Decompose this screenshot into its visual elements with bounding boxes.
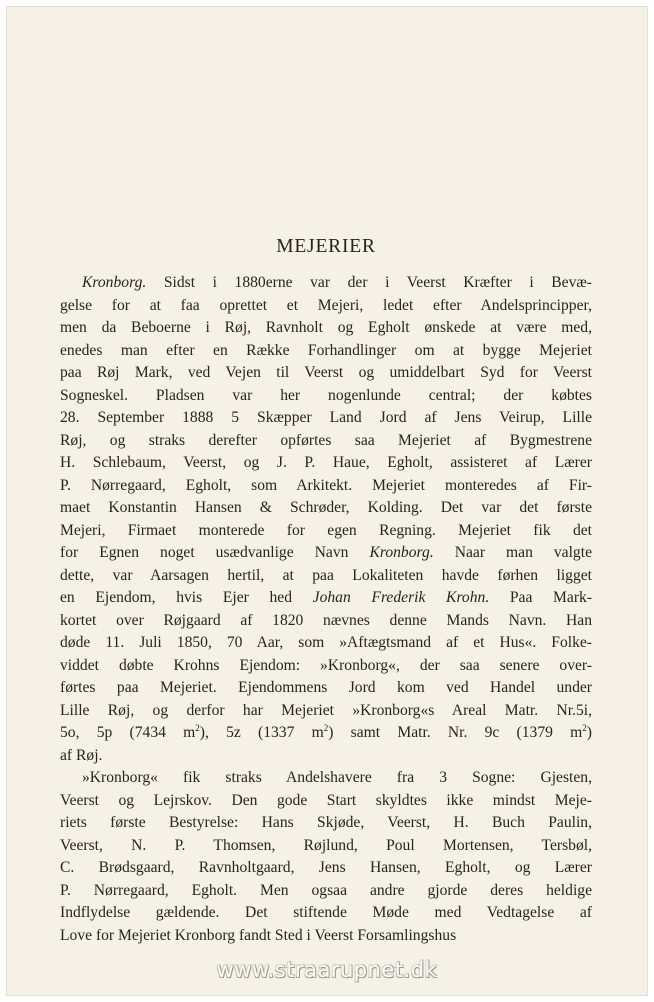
text-line xyxy=(60,632,592,655)
text-line xyxy=(60,857,592,880)
text-line xyxy=(60,475,592,498)
text-line xyxy=(60,407,592,430)
text-line xyxy=(60,745,592,768)
text-segment: 28. September 1888 5 Skæpper Land Jord af Jens Veirup, Lille xyxy=(60,409,592,426)
superscript: 2 xyxy=(195,722,200,733)
text-segment: kortet over Røjgaard af 1820 nævnes denne Mands Navn. Han xyxy=(60,611,592,629)
text-line xyxy=(60,790,592,813)
text-segment: Veerst, N. P. Thomsen, Røjlund, Poul Mortensen, Tersbøl, xyxy=(60,836,592,854)
text-segment: Mejeri, Firmaet monterede for egen Regning. Mejeriet fik det xyxy=(60,521,592,539)
text-segment: Røj, og straks derefter opførtes saa Mejeriet af Bygmestrene xyxy=(60,431,592,449)
text-segment: førtes paa Mejeriet. Ejendommens Jord kom ved Handel under xyxy=(60,679,592,696)
italic-text: Kronborg. xyxy=(82,274,147,291)
site-watermark: www.straarupnet.dk xyxy=(216,958,438,982)
text-line xyxy=(60,452,592,475)
paragraph-kronborg-members xyxy=(60,767,592,947)
text-line xyxy=(60,722,592,745)
text-segment: gelse for at faa oprettet et Mejeri, ledet efter Andelsprincipper, xyxy=(60,296,592,314)
text-line xyxy=(60,835,592,858)
superscript: 2 xyxy=(582,722,587,733)
text-line xyxy=(60,272,592,295)
text-line xyxy=(60,925,592,948)
text-segment: Naar man valgte xyxy=(433,544,592,561)
italic-text: Kronborg. xyxy=(369,544,434,561)
text-segment: viddet døbte Krohns Ejendom: »Kronborg«, der saa senere over- xyxy=(60,656,592,674)
text-segment: ), 5z (1337 m xyxy=(199,724,324,741)
text-segment: 5o, 5p (7434 m xyxy=(60,724,196,741)
text-line xyxy=(60,497,592,520)
text-segment: Love for Mejeriet Kronborg fandt Sted i Veerst Forsamlingshus xyxy=(60,926,457,944)
text-segment: ) xyxy=(586,724,592,741)
text-line xyxy=(60,565,592,588)
page-heading: MEJERIER xyxy=(276,236,376,257)
text-segment: H. Schlebaum, Veerst, og J. P. Haue, Egholt, assisteret af Lærer xyxy=(60,454,592,471)
text-line xyxy=(60,812,592,835)
text-line xyxy=(60,542,592,565)
document-body xyxy=(60,272,592,947)
text-segment: enedes man efter en Række Forhandlinger om at bygge Mejeriet xyxy=(60,341,592,359)
text-line xyxy=(60,677,592,700)
text-line xyxy=(60,655,592,678)
italic-text: Johan Frederik Krohn. xyxy=(312,589,490,606)
text-line xyxy=(60,610,592,633)
text-segment: af Røj. xyxy=(60,746,103,764)
text-segment: Sidst i 1880erne var der i Veerst Kræfter i Bevæ- xyxy=(146,274,592,291)
document-page xyxy=(60,236,592,947)
paragraph-kronborg-intro xyxy=(60,272,592,767)
text-segment: døde 11. Juli 1850, 70 Aar, som »Aftægtsmand af et Hus«. Folke- xyxy=(60,634,592,651)
text-line xyxy=(60,880,592,903)
text-line xyxy=(60,362,592,385)
text-segment: Veerst og Lejrskov. Den gode Start skyldtes ikke mindst Meje- xyxy=(60,791,592,809)
text-segment: paa Røj Mark, ved Vejen til Veerst og umiddelbart Syd for Veerst xyxy=(60,364,592,381)
text-segment: for Egnen noget usædvanlige Navn xyxy=(60,544,370,561)
text-segment: Indflydelse gældende. Det stiftende Møde med Vedtagelse af xyxy=(60,904,592,921)
text-segment: ) samt Matr. Nr. 9c (1379 m xyxy=(328,724,583,741)
text-segment: P. Nørregaard, Egholt. Men ogsaa andre gjorde deres heldige xyxy=(60,881,592,899)
text-segment: Paa Mark- xyxy=(489,589,593,606)
text-line xyxy=(60,520,592,543)
text-line xyxy=(60,902,592,925)
text-segment: men da Beboerne i Røj, Ravnholt og Egholt ønskede at være med, xyxy=(60,319,592,336)
text-line xyxy=(60,430,592,453)
text-line xyxy=(60,317,592,340)
text-line xyxy=(60,295,592,318)
superscript: 2 xyxy=(323,722,329,733)
text-segment: dette, var Aarsagen hertil, at paa Lokaliteten havde førhen ligget xyxy=(60,566,592,584)
text-line xyxy=(60,385,592,408)
text-segment: P. Nørregaard, Egholt, som Arkitekt. Mejeriet monteredes af Fir- xyxy=(60,476,592,494)
text-line xyxy=(60,767,592,790)
text-segment: Lille Røj, og derfor har Mejeriet »Kronborg«s Areal Matr. Nr.5i, xyxy=(60,701,592,719)
text-line xyxy=(60,587,592,610)
text-segment: Sogneskel. Pladsen var her nogenlunde central; der købtes xyxy=(60,386,592,404)
text-segment: en Ejendom, hvis Ejer hed xyxy=(60,589,313,606)
text-segment: »Kronborg« fik straks Andelshavere fra 3 Sogne: Gjesten, xyxy=(82,769,592,786)
text-segment: riets første Bestyrelse: Hans Skjøde, Veerst, H. Buch Paulin, xyxy=(60,814,592,831)
text-segment: C. Brødsgaard, Ravnholtgaard, Jens Hansen, Egholt, og Lærer xyxy=(60,859,592,876)
text-line xyxy=(60,700,592,723)
text-line xyxy=(60,340,592,363)
text-segment: maet Konstantin Hansen & Schrøder, Kolding. Det var det første xyxy=(60,499,592,516)
